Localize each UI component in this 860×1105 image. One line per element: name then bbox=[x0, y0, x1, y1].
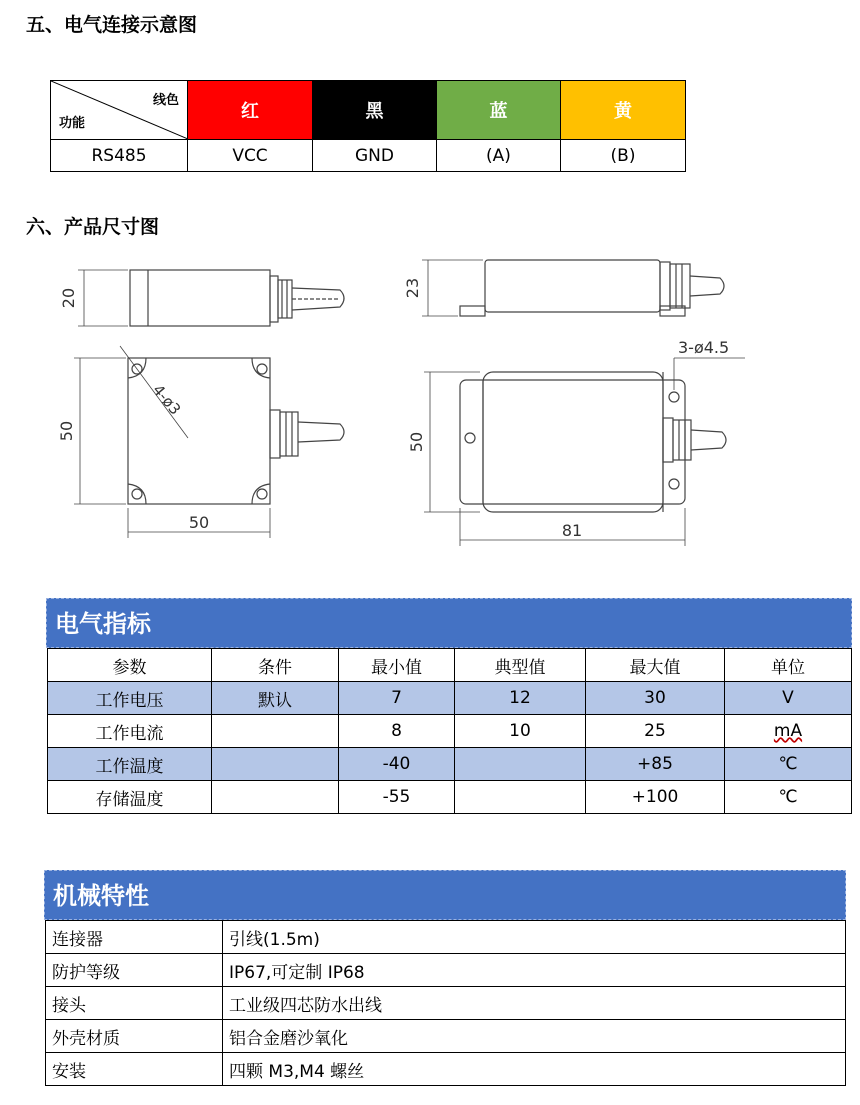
cell-min: 8 bbox=[339, 715, 455, 748]
section-title-dimensions: 六、产品尺寸图 bbox=[26, 216, 160, 238]
dim-top-width-left: 50 bbox=[188, 513, 210, 532]
mechanical-title: 机械特性 bbox=[44, 870, 846, 920]
table-row bbox=[46, 921, 846, 954]
table-row bbox=[46, 1020, 846, 1053]
wire-color-label: 线色 bbox=[152, 93, 179, 108]
cell-min: -55 bbox=[339, 781, 455, 814]
cell-param: 工作温度 bbox=[48, 748, 212, 781]
electrical-table bbox=[47, 648, 852, 814]
cell-min: 7 bbox=[339, 682, 455, 715]
cell-property: 防护等级 bbox=[46, 954, 223, 987]
cell-typ: 10 bbox=[455, 715, 586, 748]
header-min: 最小值 bbox=[339, 649, 455, 682]
cell-unit: ℃ bbox=[725, 748, 852, 781]
cell-typ bbox=[455, 781, 586, 814]
mechanical-table bbox=[45, 920, 846, 1086]
wire-black: 黑 bbox=[313, 81, 437, 140]
table-row bbox=[46, 1053, 846, 1086]
cell-property: 接头 bbox=[46, 987, 223, 1020]
cell-value: 工业级四芯防水出线 bbox=[223, 987, 846, 1020]
cell-condition bbox=[212, 748, 339, 781]
right-top-view bbox=[424, 358, 745, 546]
signal-gnd: GND bbox=[313, 140, 437, 172]
cell-max: +85 bbox=[586, 748, 725, 781]
cell-min: -40 bbox=[339, 748, 455, 781]
cell-unit bbox=[725, 715, 852, 748]
header-unit: 单位 bbox=[725, 649, 852, 682]
cell-max: 30 bbox=[586, 682, 725, 715]
cell-value: 引线(1.5m) bbox=[223, 921, 846, 954]
left-top-view bbox=[74, 346, 344, 538]
dim-side-height-left: 20 bbox=[59, 287, 78, 309]
signal-a: (A) bbox=[437, 140, 561, 172]
cell-value: IP67,可定制 IP68 bbox=[223, 954, 846, 987]
cell-condition bbox=[212, 781, 339, 814]
cell-max: +100 bbox=[586, 781, 725, 814]
dim-holes-left: 4-ø3 bbox=[148, 381, 185, 419]
cell-unit: V bbox=[725, 682, 852, 715]
dim-top-height-left: 50 bbox=[57, 420, 76, 442]
cell-typ bbox=[455, 748, 586, 781]
table-header-row bbox=[48, 649, 852, 682]
cell-value: 铝合金磨沙氧化 bbox=[223, 1020, 846, 1053]
cell-param: 工作电压 bbox=[48, 682, 212, 715]
cell-condition bbox=[212, 715, 339, 748]
cell-max: 25 bbox=[586, 715, 725, 748]
unit-ma-text: mA bbox=[773, 721, 803, 741]
cell-value: 四颗 M3,M4 螺丝 bbox=[223, 1053, 846, 1086]
table-row bbox=[48, 715, 852, 748]
dimension-drawing bbox=[40, 240, 760, 560]
electrical-title: 电气指标 bbox=[46, 598, 852, 648]
table-row bbox=[48, 682, 852, 715]
function-value: RS485 bbox=[51, 140, 188, 172]
corner-cell bbox=[51, 81, 188, 140]
header-condition: 条件 bbox=[212, 649, 339, 682]
cell-param: 存储温度 bbox=[48, 781, 212, 814]
right-side-view bbox=[422, 260, 724, 316]
dim-holes-right: 3-ø4.5 bbox=[678, 338, 730, 357]
signal-vcc: VCC bbox=[188, 140, 313, 172]
wiring-table bbox=[50, 80, 686, 172]
cell-param: 工作电流 bbox=[48, 715, 212, 748]
cell-property: 连接器 bbox=[46, 921, 223, 954]
signal-b: (B) bbox=[561, 140, 686, 172]
function-label: 功能 bbox=[59, 116, 86, 131]
wire-red: 红 bbox=[188, 81, 313, 140]
wire-yellow: 黄 bbox=[561, 81, 686, 140]
cell-typ: 12 bbox=[455, 682, 586, 715]
header-param: 参数 bbox=[48, 649, 212, 682]
left-side-view bbox=[78, 270, 344, 326]
table-row bbox=[48, 781, 852, 814]
dim-top-width-right: 81 bbox=[561, 521, 583, 540]
table-row bbox=[48, 748, 852, 781]
dim-side-height-right: 23 bbox=[403, 277, 422, 299]
header-max: 最大值 bbox=[586, 649, 725, 682]
dim-top-height-right: 50 bbox=[407, 431, 426, 453]
header-typ: 典型值 bbox=[455, 649, 586, 682]
cell-property: 安装 bbox=[46, 1053, 223, 1086]
table-row bbox=[46, 987, 846, 1020]
cell-condition: 默认 bbox=[212, 682, 339, 715]
cell-property: 外壳材质 bbox=[46, 1020, 223, 1053]
wire-blue: 蓝 bbox=[437, 81, 561, 140]
table-row bbox=[46, 954, 846, 987]
cell-unit: ℃ bbox=[725, 781, 852, 814]
section-title-wiring: 五、电气连接示意图 bbox=[26, 14, 198, 36]
